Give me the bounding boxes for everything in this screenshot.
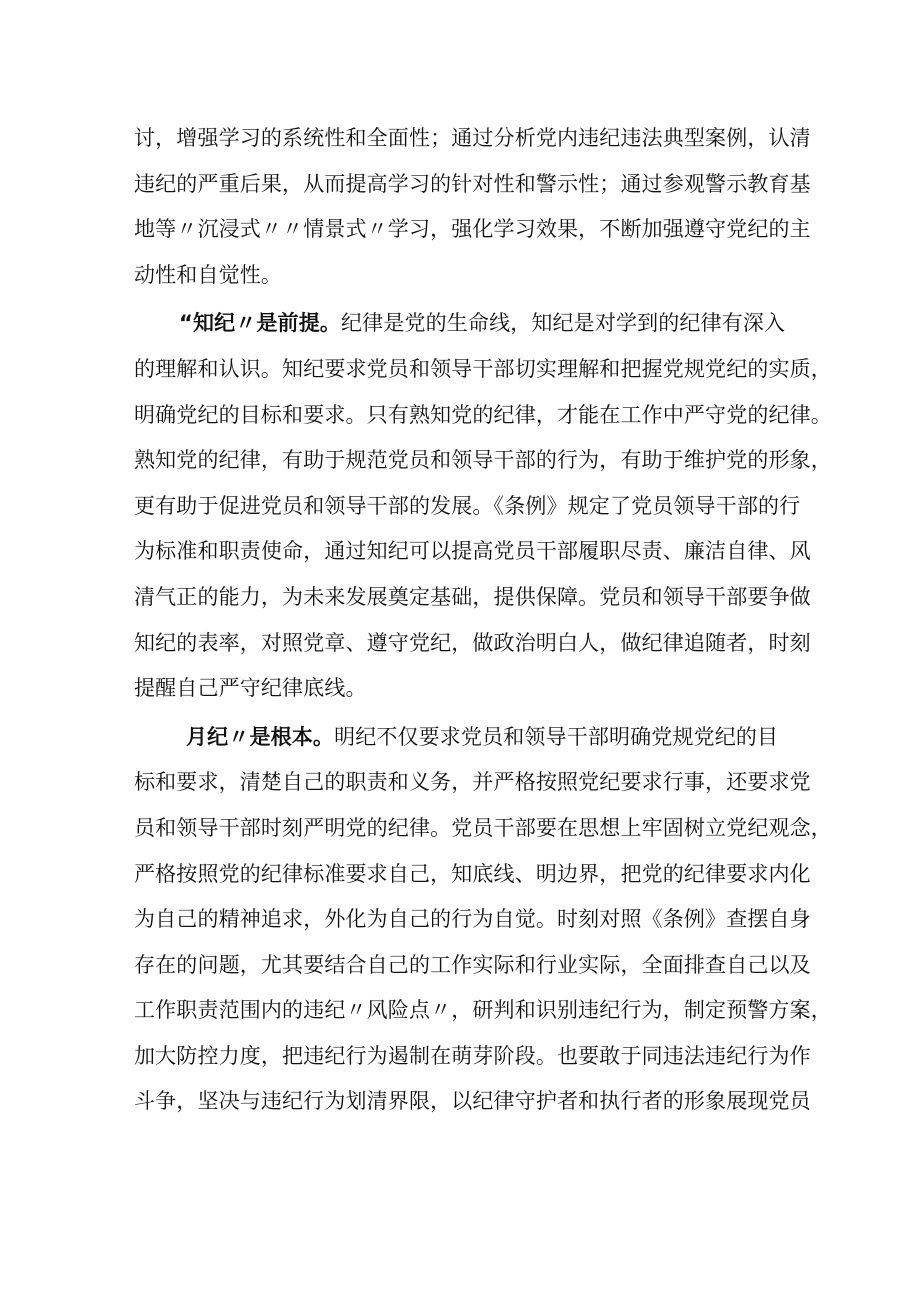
text-line: 知纪的表率，对照党章、遵守党纪，做政治明白人，做纪律追随者，时刻: [134, 630, 811, 655]
text-line: 地等〃沉浸式〃〃情景式〃学习，强化学习效果，不断加强遵守党纪的主: [134, 217, 811, 242]
text-line: 标和要求，清楚自己的职责和义务，并严格按照党纪要求行事，还要求党: [134, 770, 811, 795]
text-line: 明确党纪的目标和要求。只有熟知党的纪律，才能在工作中严守党的纪律。: [134, 402, 832, 427]
text-line: 更有助于促进党员和领导干部的发展。《条例》规定了党员领导干部的行: [134, 493, 801, 518]
text-line: 清气正的能力，为未来发展奠定基础，提供保障。党员和领导干部要争做: [134, 584, 811, 609]
text-line: 的理解和认识。知纪要求党员和领导干部切实理解和把握党规党纪的实质，: [134, 356, 832, 381]
paragraph-heading: “知纪〃是前提。: [179, 311, 342, 336]
paragraph-zhiji: [134, 301, 832, 711]
text-line: 讨，增强学习的系统性和全面性；通过分析党内违纪违法典型案例，认清: [134, 126, 811, 150]
paragraph-study: [134, 116, 811, 298]
text-line: 违纪的严重后果，从而提高学习的针对性和警示性；通过参观警示教育基: [134, 171, 811, 196]
text-line: 斗争，坚决与违纪行为划清界限，以纪律守护者和执行者的形象展现党员: [134, 1089, 811, 1114]
text-line: 存在的问题，尤其要结合自己的工作实际和行业实际，全面排查自己以及: [134, 952, 811, 977]
paragraph-mingji: [134, 715, 832, 1125]
paragraph-heading: 月纪〃是根本。: [186, 724, 335, 749]
document-body: [134, 116, 832, 1125]
paragraph-first-text: 纪律是党的生命线，知纪是对学到的纪律有深入: [341, 311, 786, 336]
paragraph-first-text: 明纪不仅要求党员和领导干部明确党规党纪的目: [334, 724, 779, 749]
text-line: 为标准和职责使命，通过知纪可以提高党员干部履职尽责、廉洁自律、风: [134, 539, 811, 564]
text-line: 为自己的精神追求，外化为自己的行为自觉。时刻对照《条例》查摆自身: [134, 907, 811, 932]
text-line: 熟知党的纪律，有助于规范党员和领导干部的行为，有助于维护党的形象，: [134, 448, 832, 473]
text-line: 严格按照党的纪律标准要求自己，知底线、明边界，把党的纪律要求内化: [134, 861, 811, 886]
paragraph-first-line: [134, 301, 784, 347]
text-line: 工作职责范围内的违纪〃风险点〃，研判和识别违纪行为，制定预警方案，: [134, 998, 832, 1023]
text-line: 提醒自己严守纪律底线。: [134, 676, 367, 701]
paragraph-first-line: [134, 715, 784, 761]
text-line: 员和领导干部时刻严明党的纪律。党员干部要在思想上牢固树立党纪观念，: [134, 815, 832, 840]
text-line: 加大防控力度，把违纪行为遏制在萌芽阶段。也要敢于同违法违纪行为作: [134, 1043, 811, 1068]
text-line: 动性和自觉性。: [134, 262, 283, 287]
